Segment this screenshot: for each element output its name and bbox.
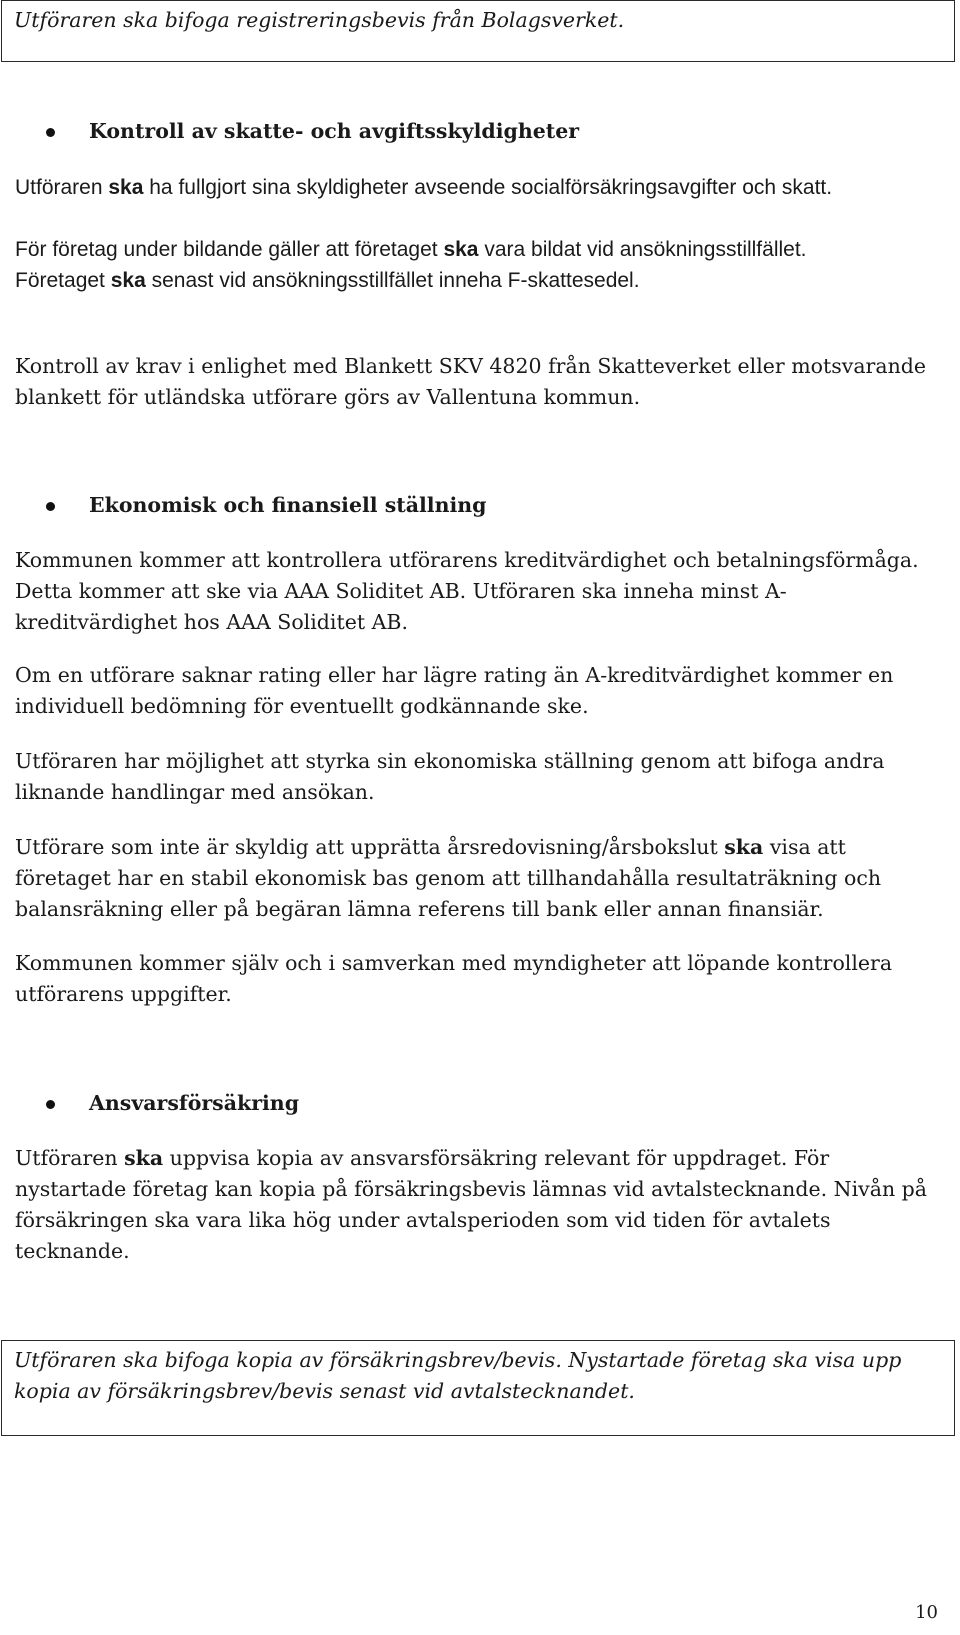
financial-paragraph-5: Kommunen kommer själv och i samverkan med myndigheter att löpande kontrollera utförarens uppgifter. (15, 951, 893, 1006)
section-heading-row (15, 1088, 945, 1119)
page-number: 10 (915, 1602, 938, 1623)
tax-paragraph-3: Kontroll av krav i enlighet med Blankett SKV 4820 från Skatteverket eller motsvarande blankett för utländska utförare görs av Vallentuna kommun. (15, 354, 927, 409)
financial-paragraph-1: Kommunen kommer att kontrollera utförarens kreditvärdighet och betalningsförmåga. Detta kommer att ske via AAA Soliditet AB. Utföraren ska inneha minst A-kreditvärdighet hos AAA Soliditet AB. (15, 548, 919, 634)
financial-paragraph-4: Utförare som inte är skyldig att upprätta årsredovisning/årsbokslut ska visa att företaget har en stabil ekonomisk bas genom att tillhandahålla resultaträkning och balansräkning eller på begäran lämna referens till bank eller annan finansiär. (15, 835, 882, 921)
section-heading-row (15, 116, 945, 147)
section-heading-row (15, 490, 945, 521)
insurance-note-text: Utföraren ska bifoga kopia av försäkringsbrev/bevis. Nystartade företag ska visa upp kopia av försäkringsbrev/bevis senast vid avtalstecknandet. (14, 1348, 902, 1403)
bullet-icon (46, 502, 55, 511)
insurance-note-box (1, 1340, 955, 1436)
registration-note-text: Utföraren ska bifoga registreringsbevis från Bolagsverket. (14, 8, 625, 32)
registration-note-box (1, 0, 955, 62)
bullet-icon (46, 1100, 55, 1109)
bullet-icon (46, 128, 55, 137)
section-heading: Ekonomisk och finansiell ställning (89, 493, 487, 517)
tax-paragraph-2: För företag under bildande gäller att företaget ska vara bildat vid ansökningsstillfället. Företaget ska senast vid ansökningsstillfället inneha F-skattesedel. (15, 238, 807, 292)
tax-paragraph-1: Utföraren ska ha fullgjort sina skyldigheter avseende socialförsäkringsavgifter och skatt. (15, 176, 833, 199)
financial-paragraph-2: Om en utförare saknar rating eller har lägre rating än A-kreditvärdighet kommer en individuell bedömning för eventuellt godkännande ske. (15, 663, 894, 718)
financial-paragraph-3: Utföraren har möjlighet att styrka sin ekonomiska ställning genom att bifoga andra liknande handlingar med ansökan. (15, 749, 885, 804)
section-heading: Ansvarsförsäkring (89, 1091, 300, 1115)
section-heading: Kontroll av skatte- och avgiftsskyldigheter (89, 119, 580, 143)
insurance-paragraph-1: Utföraren ska uppvisa kopia av ansvarsförsäkring relevant för uppdraget. För nystartade företag kan kopia på försäkringsbevis lämnas vid avtalstecknande. Nivån på försäkringen ska vara lika hög under avtalsperioden som vid tiden för avtalets tecknande. (15, 1146, 928, 1263)
